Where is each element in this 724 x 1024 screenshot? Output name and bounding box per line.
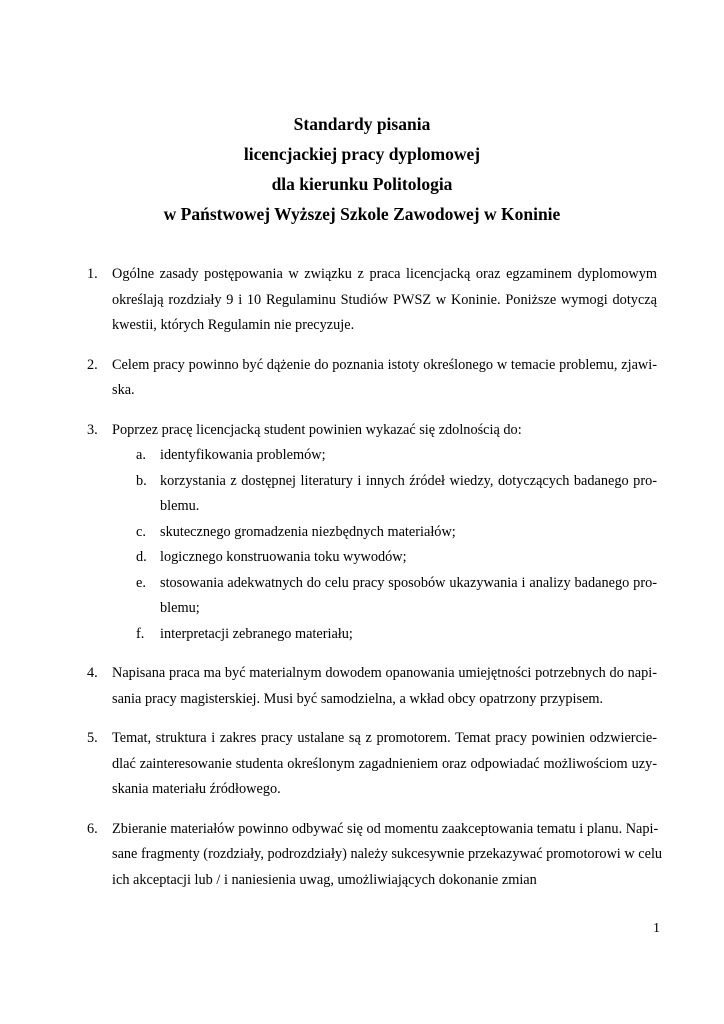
sub-item-text-line: interpretacji zebranego materiału; bbox=[160, 625, 353, 642]
sub-item-text-line: stosowania adekwatnych do celu pracy sposobów ukazywania i analizy badanego pro- bbox=[160, 574, 657, 591]
sub-item-e bbox=[136, 571, 657, 622]
sub-item-letter: f. bbox=[136, 625, 145, 642]
item-number: 1. bbox=[87, 266, 98, 282]
sub-item-text-line: identyfikowania problemów; bbox=[160, 447, 326, 463]
sub-item-text-line: skutecznego gromadzenia niezbędnych materiałów; bbox=[160, 523, 456, 540]
item-text-line: skania materiału źródłowego. bbox=[112, 781, 281, 797]
list-item-1 bbox=[87, 262, 657, 339]
sub-item-letter: e. bbox=[136, 574, 146, 591]
item-number: 3. bbox=[87, 421, 98, 438]
item-text-line: Ogólne zasady postępowania w związku z praca licencjacką oraz egzaminem dyplomowym bbox=[112, 266, 657, 282]
item-text-line: ich akceptacji lub / i naniesienia uwag, umożliwiających dokonanie zmian bbox=[112, 871, 537, 888]
page-number: 1 bbox=[653, 921, 660, 936]
list-item-2 bbox=[87, 353, 657, 404]
document-title bbox=[0, 109, 724, 229]
item-text-line: sane fragmenty (rozdziały, podrozdziały) należy sukcesywnie przekazywać promotorowi w celu bbox=[112, 846, 663, 862]
item-text-line: Poprzez pracę licencjacką student powinien wykazać się zdolnością do: bbox=[112, 421, 522, 438]
item-number: 2. bbox=[87, 356, 98, 373]
sub-item-text-line: blemu; bbox=[160, 600, 200, 616]
sub-item-letter: c. bbox=[136, 523, 146, 540]
sub-item-f bbox=[136, 622, 657, 648]
item-text-line: Napisana praca ma być materialnym dowodem opanowania umiejętności potrzebnych do napi- bbox=[112, 665, 657, 681]
item-number: 5. bbox=[87, 730, 98, 746]
list-item-4 bbox=[87, 661, 657, 712]
sub-item-d bbox=[136, 545, 657, 571]
sub-item-b bbox=[136, 469, 657, 520]
item-text-line: kwestii, których Regulamin nie precyzuje. bbox=[112, 317, 355, 333]
sub-item-letter: a. bbox=[136, 447, 146, 463]
sub-item-c bbox=[136, 520, 657, 546]
list-item-6 bbox=[87, 817, 663, 894]
item-text-line: ska. bbox=[112, 382, 135, 398]
item-text-line: określają rozdziały 9 i 10 Regulaminu Studiów PWSZ w Koninie. Poniższe wymogi dotyczą bbox=[112, 291, 657, 308]
title-line-4: w Państwowej Wyższej Szkole Zawodowej w Koninie bbox=[163, 204, 561, 224]
sub-item-text-line: logicznego konstruowania toku wywodów; bbox=[160, 549, 407, 565]
item-text-line: sania pracy magisterskiej. Musi być samodzielna, a wkład obcy opatrzony przypisem. bbox=[112, 690, 604, 707]
item-text-line: Celem pracy powinno być dążenie do poznania istoty określonego w temacie problemu, zjawi- bbox=[112, 356, 657, 373]
sub-item-text-line: blemu. bbox=[160, 498, 200, 514]
title-line-3: dla kierunku Politologia bbox=[271, 174, 453, 194]
standards-list bbox=[87, 262, 663, 907]
sub-item-letter: b. bbox=[136, 472, 147, 489]
sub-item-text-line: korzystania z dostępnej literatury i innych źródeł wiedzy, dotyczących badanego pro- bbox=[160, 472, 657, 489]
item-text-line: Zbieranie materiałów powinno odbywać się od momentu zaakceptowania tematu i planu. Napi- bbox=[112, 820, 659, 837]
item-number: 6. bbox=[87, 820, 98, 837]
item-number: 4. bbox=[87, 665, 98, 681]
sub-item-a bbox=[136, 443, 657, 469]
title-line-1: Standardy pisania bbox=[293, 114, 431, 134]
title-line-2: licencjackiej pracy dyplomowej bbox=[243, 144, 481, 164]
sub-item-letter: d. bbox=[136, 549, 147, 565]
item-text-line: dlać zainteresowanie studenta określonym zagadnieniem oraz odpowiadać możliwościom uzy- bbox=[112, 755, 657, 772]
list-item-3 bbox=[87, 418, 657, 648]
item-text-line: Temat, struktura i zakres pracy ustalane są z promotorem. Temat pracy powinien odzwiercie- bbox=[112, 730, 657, 746]
list-item-5 bbox=[87, 726, 657, 803]
